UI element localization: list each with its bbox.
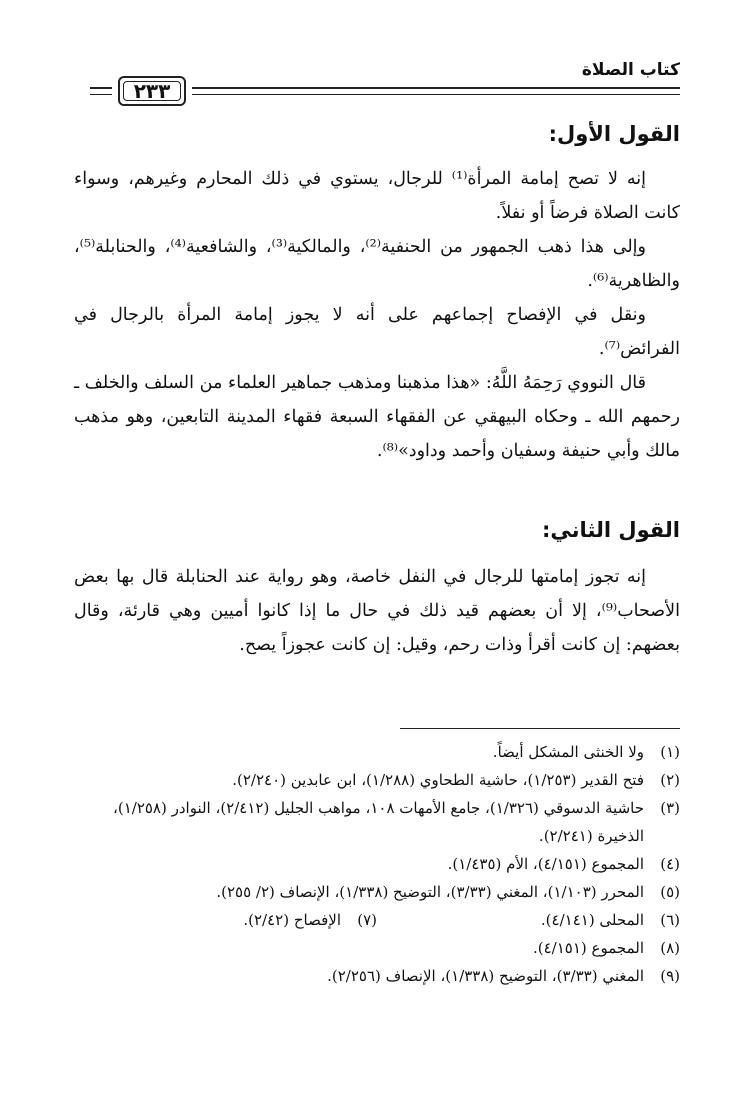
footnote-text: المجموع (٤/١٥١). <box>533 939 644 957</box>
footnote <box>74 794 680 850</box>
section-body-first-opinion <box>74 162 680 468</box>
page-number-box <box>118 76 186 106</box>
section-heading-second-opinion: القول الثاني: <box>542 518 680 542</box>
footnote-number: (٥) <box>660 883 680 901</box>
footnote-text: حاشية الدسوقي (١/٣٢٦)، جامع الأمهات ١٠٨، مواهب الجليل (٢/٤١٢)، النوادر (١/٢٥٨)، الذخيرة (٢/٢٤١). <box>113 799 644 845</box>
header-rule-right-bottom <box>192 94 680 95</box>
paragraph: إنه لا تصح إمامة المرأة⁽¹⁾ للرجال، يستوي في ذلك المحارم وغيرهم، وسواء كانت الصلاة فرضاً أو نفلاً. <box>74 169 680 223</box>
footnote-separator <box>400 728 680 729</box>
footnote-number: (٤) <box>660 855 680 873</box>
footnote-text: المغني (٣/٣٣)، التوضيح (١/٣٣٨)، الإنصاف (٢/٢٥٦). <box>327 967 644 985</box>
footnote-text: الإفصاح (٢/٤٢). <box>243 911 341 929</box>
footnote <box>74 850 680 878</box>
footnote <box>74 934 680 962</box>
paragraph: إنه تجوز إمامتها للرجال في النفل خاصة، وهو رواية عند الحنابلة قال بها بعض الأصحاب⁽⁹⁾، إلا أن بعضهم قيد ذلك في حال ما إذا كانوا أميين وهي قارئة، وقال بعضهم: إن كانت أقرأ وذات رحم، وقيل: إن كانت عجوزاً يصح. <box>74 567 680 655</box>
footnote-number: (١) <box>660 743 680 761</box>
running-title: كتاب الصلاة <box>581 60 680 80</box>
page-number: ٢٣٣ <box>133 79 171 103</box>
footnote-number: (٨) <box>660 939 680 957</box>
footnote-text: فتح القدير (١/٢٥٣)، حاشية الطحاوي (١/٢٨٨)، ابن عابدين (٢/٢٤٠). <box>232 771 644 789</box>
footnote-text: المحرر (١/١٠٣)، المغني (٣/٣٣)، التوضيح (١/٣٣٨)، الإنصاف (٢/ ٢٥٥). <box>216 883 644 901</box>
footnote <box>74 738 680 766</box>
footnote <box>74 906 377 934</box>
footnote-text: ولا الخنثى المشكل أيضاً. <box>492 743 644 761</box>
footnote-number: (٢) <box>660 771 680 789</box>
footnote-number: (٧) <box>357 911 377 929</box>
footnote-row-split <box>74 906 680 934</box>
header-rule-left-top <box>90 87 112 89</box>
footnote-text: المحلى (٤/١٤١). <box>540 911 644 929</box>
paragraph: قال النووي رَحِمَهُ اللَّهُ: «هذا مذهبنا ومذهب جماهير العلماء من السلف والخلف ـ رحمهم الله ـ وحكاه البيهقي عن الفقهاء السبعة فقهاء المدينة التابعين، وهو مذهب مالك وأبي حنيفة وسفيان وأحمد وداود»⁽⁸⁾. <box>74 373 680 461</box>
footnote <box>74 962 680 990</box>
footnote-text: المجموع (٤/١٥١)، الأم (١/٤٣٥). <box>447 855 644 873</box>
paragraph: وإلى هذا ذهب الجمهور من الحنفية⁽²⁾، والمالكية⁽³⁾، والشافعية⁽⁴⁾، والحنابلة⁽⁵⁾، والظاهرية⁽⁶⁾. <box>74 237 680 291</box>
footnote <box>74 878 680 906</box>
footnote <box>74 766 680 794</box>
footnotes <box>74 738 680 990</box>
footnote-number: (٣) <box>660 799 680 817</box>
paragraph: ونقل في الإفصاح إجماعهم على أنه لا يجوز إمامة المرأة بالرجال في الفرائض⁽⁷⁾. <box>74 305 680 359</box>
header-rule-right-top <box>192 87 680 89</box>
section-heading-first-opinion: القول الأول: <box>548 122 680 146</box>
header-rule-left-bottom <box>90 94 112 95</box>
footnote-number: (٩) <box>660 967 680 985</box>
footnote <box>377 906 680 934</box>
footnote-number: (٦) <box>660 911 680 929</box>
section-body-second-opinion <box>74 560 680 662</box>
